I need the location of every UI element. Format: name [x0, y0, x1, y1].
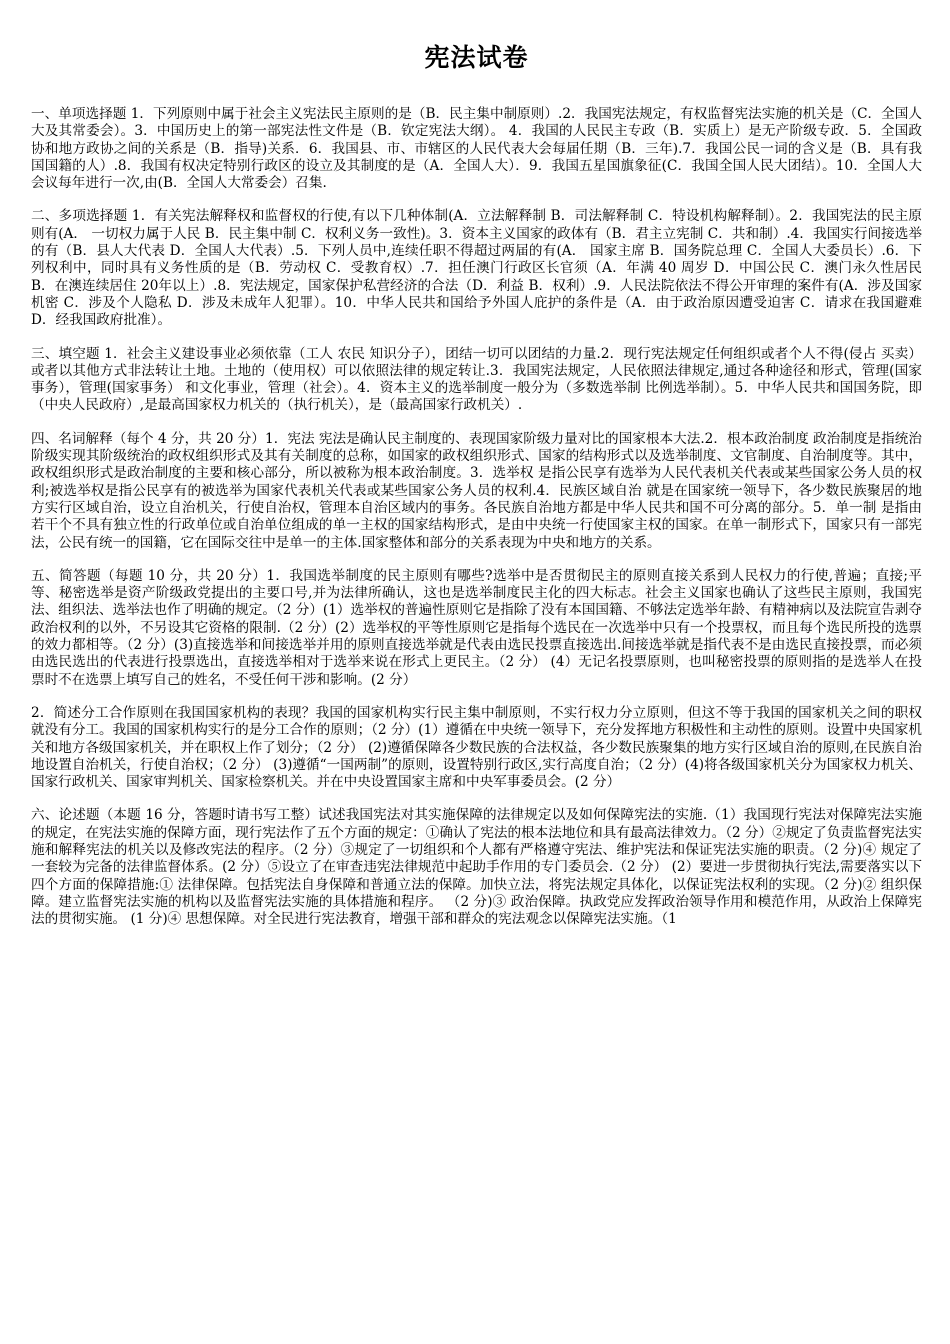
section-short-answer-1: 五、简答题（每题 10 分，共 20 分）1．我国选举制度的民主原则有哪些?选举中是否贯彻民主的原则直接关系到人民权力的行使,普遍；直接;平等、秘密选举是资产阶级政党提出的主要口号,并为法律所确认，这也是选举制度民主化的四大标志。社会主义国家也确认了这些民主原则，我国宪法、组织法、选举法也作了明确的规定。（2 分）(1）选举权的普遍性原则它是指除了没有本国国籍、不够法定选举年龄、有精神病以及法院宣告剥夺政治权利的以外，不另设其它资格的限制.（2 分）(2）选举权的平等性原则它是指每个选民在一次选举中只有一个投票权，而且每个选民所投的选票的效力都相等。（2 分）(3)直接选举和间接选举并用的原则直接选举就是代表由选民投票直接选出.间接选举就是指代表不是由选民直接投票，而必须由选民选出的代表进行投票选出，直接选举相对于选举来说在形式上更民主。（2 分） (4）无记名投票原则，也叫秘密投票的原则指的是选举人在投票时不在选票上填写自己的姓名，不受任何干涉和影响。(2 分） [31, 567, 922, 688]
section-short-answer-2: 2．简述分工合作原则在我国国家机构的表现？我国的国家机构实行民主集中制原则，不实行权力分立原则，但这不等于我国的国家机关之间的职权就没有分工。我国的国家机构实行的是分工合作的原则；（2 分）(1）遵循在中央统一领导下，充分发挥地方积极性和主动性的原则。设置中央国家机关和地方各级国家机关，并在职权上作了划分；（2 分） (2)遵循保障各少数民族的合法权益，各少数民族聚集的地方实行区域自治的原则,在民族自治地设置自治机关，行使自治权；（2 分） (3)遵循“一国两制”的原则，设置特别行政区,实行高度自治；（2 分）(4)将各级国家机关分为国家权力机关、国家行政机关、国家审判机关、国家检察机关。并在中央设置国家主席和中央军事委员会。(2 分） [31, 704, 922, 791]
section-term-definitions: 四、名词解释（每个 4 分，共 20 分）1．宪法 宪法是确认民主制度的、表现国家阶级力量对比的国家根本大法.2．根本政治制度 政治制度是指统治阶级实现其阶级统治的政权组织形式及其有关制度的总称，如国家的政权组织形式、国家的结构形式以及选举制度、文官制度、自治制度等。其中，政权组织形式是政治制度的主要和核心部分，所以被称为根本政治制度。3．选举权 是指公民享有选举为人民代表机关代表或某些国家公务人员的权利;被选举权是指公民享有的被选举为国家代表机关代表或某些国家公务人员的权利.4．民族区域自治 就是在国家统一领导下，各少数民族聚居的地方实行区域自治，设立自治机关，行使自治权，管理本自治区域内的事务。各民族自治地方都是中华人民共和国不可分离的部分。5．单一制 是指由若干个不具有独立性的行政单位或自治单位组成的单一主权的国家结构形式，是由中央统一行使国家主权的国家。在单一制形式下，国家只有一部宪法，公民有统一的国籍，它在国际交往中是单一的主体.国家整体和部分的关系表现为中央和地方的关系。 [31, 430, 922, 551]
document-title: 宪法试卷 [424, 43, 529, 72]
section-multiple-choice: 二、多项选择题 1．有关宪法解释权和监督权的行使,有以下几种体制(A．立法解释制 B．司法解释制 C．特设机构解释制）。2．我国宪法的民主原则有(A． 一切权力属于人民 B．民主集中制 C．权利义务一致性)。3．资本主义国家的政体有（B．君主立宪制 C．共和制）.4．我国实行间接选举的有（B．县人大代表 D．全国人大代表）.5．下列人员中,连续任职不得超过两届的有(A． 国家主席 B．国务院总理 C．全国人大委员长）.6．下列权利中，同时具有义务性质的是（B．劳动权 C．受教育权）.7．担任澳门行政区长官须（A．年满 40 周岁 D．中国公民 C．澳门永久性居民 B．在澳连续居住 20年以上）.8．宪法规定，国家保护私营经济的合法（D．利益 B．权利）.9．人民法院依法不得公开审理的案件有(A．涉及国家机密 C．涉及个人隐私 D．涉及未成年人犯罪）。10．中华人民共和国给予外国人庇护的条件是（A．由于政治原因遭受迫害 C．请求在我国避难 D．经我国政府批准）。 [31, 208, 922, 329]
section-essay: 六、论述题（本题 16 分，答题时请书写工整）试述我国宪法对其实施保障的法律规定以及如何保障宪法的实施.（1）我国现行宪法对保障宪法实施的规定，在宪法实施的保障方面，现行宪法作了五个方面的规定：①确认了宪法的根本法地位和具有最高法律效力。（2 分）②规定了负责监督宪法实施和解释宪法的机关以及修改宪法的程序。（2 分）③规定了一切组织和个人都有严格遵守宪法、维护宪法和保证宪法实施的职责。（2 分)④ 规定了一套较为完备的法律监督体系。(2 分）⑤设立了在审查违宪法律规范中起助手作用的专门委员会.（2 分） (2）要进一步贯彻执行宪法,需要落实以下四个方面的保障措施:① 法律保障。包括宪法自身保障和普通立法的保障。加快立法，将宪法规定具体化，以保证宪法权利的实现。（2 分)② 组织保障。建立监督宪法实施的机构以及监督宪法实施的具体措施和程序。 （2 分)③ 政治保障。执政党应发挥政治领导作用和模范作用，从政治上保障宪法的贯彻实施。 (1 分)④ 思想保障。对全民进行宪法教育，增强干部和群众的宪法观念以保障宪法实施。（1 [31, 807, 922, 928]
section-single-choice: 一、单项选择题 1．下列原则中属于社会主义宪法民主原则的是（B．民主集中制原则）.2．我国宪法规定，有权监督宪法实施的机关是（C．全国人大及其常委会）。3．中国历史上的第一部宪法性文件是（B．钦定宪法大纲）。 4．我国的人民民主专政（B．实质上）是无产阶级专政．5．全国政协和地方政协之间的关系是（B．指导)关系．6．我国县、市、市辖区的人民代表大会每届任期（B．三年).7．我国公民一词的含义是（B．具有我国国籍的人）.8．我国有权决定特别行政区的设立及其制度的是（A．全国人大）．9．我国五星国旗象征(C．我国全国人民大团结）。10．全国人大会议每年进行一次,由(B．全国人大常委会）召集. [31, 106, 922, 192]
section-fill-in-blank: 三、填空题 1．社会主义建设事业必须依靠（工人 农民 知识分子），团结一切可以团结的力量.2．现行宪法规定任何组织或者个人不得(侵占 买卖）或者以其他方式非法转让土地。土地的（使用权）可以依照法律的规定转让.3．我国宪法规定，人民依照法律规定,通过各种途径和形式，管理(国家事务），管理(国家事务） 和文化事业，管理（社会）。4．资本主义的选举制度一般分为（多数选举制 比例选举制）。5．中华人民共和国国务院，即（中央人民政府）,是最高国家权力机关的（执行机关），是（最高国家行政机关）. [31, 345, 922, 414]
